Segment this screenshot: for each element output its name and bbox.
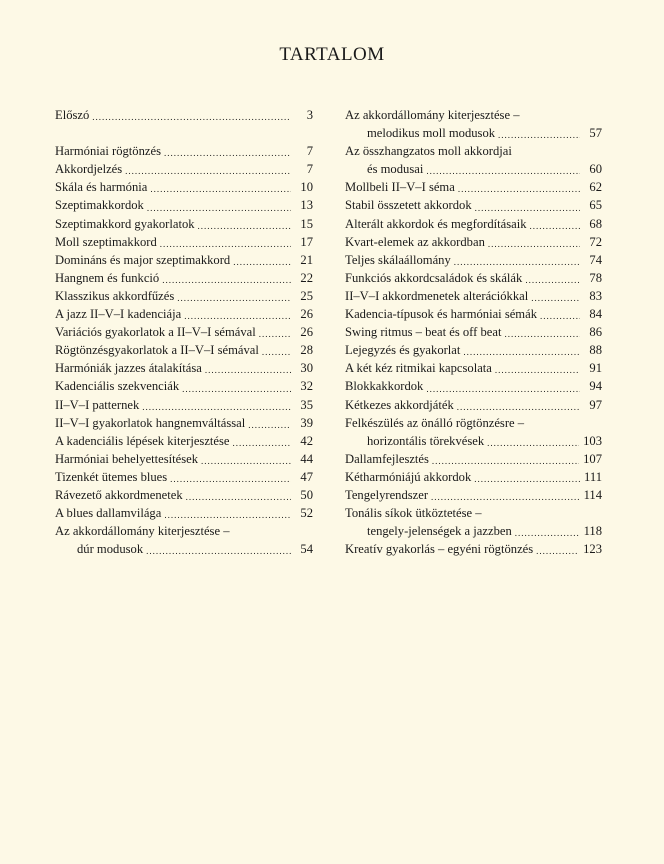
toc-entry[interactable]: [345, 269, 602, 287]
toc-entry[interactable]: [345, 377, 602, 395]
dot-leader: [233, 255, 291, 269]
toc-entry-label: Blokkakkordok: [345, 379, 424, 394]
toc-entry[interactable]: [55, 341, 313, 359]
toc-entry[interactable]: [55, 287, 313, 305]
dot-leader: [432, 454, 579, 468]
page-number: 118: [583, 524, 602, 539]
toc-entry[interactable]: [55, 450, 313, 468]
page-number: 25: [300, 288, 313, 303]
toc-entry[interactable]: [55, 305, 313, 323]
page-number: 21: [300, 252, 313, 267]
dot-leader: [164, 146, 291, 160]
dot-leader: [205, 363, 291, 377]
toc-entry-label: Tengelyrendszer: [345, 487, 429, 502]
page-number: 78: [589, 270, 602, 285]
toc-entry[interactable]: [345, 233, 602, 251]
toc-entry-label: Skála és harmónia: [55, 180, 148, 195]
dot-leader: [540, 309, 580, 323]
dot-leader: [248, 418, 291, 432]
page-number: 88: [589, 343, 602, 358]
page-number: 3: [306, 108, 313, 122]
toc-entry-label: A blues dallamvilága: [55, 506, 162, 521]
dot-leader: [177, 291, 291, 305]
toc-entry[interactable]: [55, 359, 313, 377]
toc-entry[interactable]: [55, 142, 313, 160]
toc-entry[interactable]: [55, 377, 313, 395]
toc-entry-label: A két kéz ritmikai kapcsolata: [345, 361, 492, 376]
dot-leader: [146, 544, 291, 558]
page-number: 26: [300, 307, 313, 322]
page-number: 17: [300, 234, 313, 249]
spacer: [55, 124, 313, 142]
toc-entry[interactable]: [55, 233, 313, 251]
page-number: 13: [300, 198, 313, 213]
page-number: 65: [589, 198, 602, 213]
toc-entry[interactable]: [345, 287, 602, 305]
toc-entry-label: Az akkordállomány kiterjesztése –: [55, 524, 230, 539]
page-number: 28: [300, 343, 313, 358]
toc-entry-continuation: és modusai: [367, 162, 424, 177]
toc-entry-label: Lejegyzés és gyakorlat: [345, 343, 461, 358]
dot-leader: [531, 291, 580, 305]
dot-leader: [475, 201, 580, 215]
toc-entry[interactable]: [55, 540, 313, 558]
dot-leader: [164, 508, 291, 522]
toc-entry-label: Rögtönzésgyakorlatok a II–V–I sémával: [55, 343, 259, 358]
page-number: 35: [300, 397, 313, 412]
toc-entry-label: Harmóniai behelyettesítések: [55, 451, 199, 466]
page-number: 60: [589, 162, 602, 177]
page-number: 83: [589, 288, 602, 303]
toc-entry-label: Tizenkét ütemes blues: [55, 469, 168, 484]
page-number: 52: [300, 506, 313, 521]
toc-entry[interactable]: [55, 269, 313, 287]
toc-entry-label: Az akkordállomány kiterjesztése –: [345, 108, 520, 122]
page-title: TARTALOM: [279, 44, 385, 65]
toc-entry-label: Dallamfejlesztés: [345, 451, 429, 466]
dot-leader: [454, 255, 580, 269]
toc-right-column: [345, 106, 602, 558]
toc-entry[interactable]: [55, 323, 313, 341]
page-number: 15: [300, 216, 313, 231]
dot-leader: [525, 273, 580, 287]
toc-entry[interactable]: [55, 504, 313, 522]
toc-entry-continuation: horizontális törekvések: [367, 433, 485, 448]
toc-entry-label: Kvart-elemek az akkordban: [345, 234, 485, 249]
toc-entry-label: Kétkezes akkordjáték: [345, 397, 454, 412]
toc-entry[interactable]: [345, 432, 602, 450]
toc-entry[interactable]: [345, 450, 602, 468]
toc-entry[interactable]: [55, 468, 313, 486]
page-number: 10: [300, 180, 313, 195]
toc-entry[interactable]: [55, 396, 313, 414]
toc-entry[interactable]: [345, 522, 602, 540]
toc-entry-label: Kreatív gyakorlás – egyéni rögtönzés: [345, 542, 534, 557]
dot-leader: [504, 327, 580, 341]
dot-leader: [259, 327, 291, 341]
toc-entry[interactable]: [345, 305, 602, 323]
toc-entry-label: Szeptimakkord gyakorlatok: [55, 216, 195, 231]
toc-entry-label: Teljes skálaállomány: [345, 252, 451, 267]
dot-leader: [147, 201, 291, 215]
toc-entry-label: Swing ritmus – beat és off beat: [345, 325, 502, 340]
dot-leader: [457, 400, 580, 414]
dot-leader: [198, 219, 291, 233]
page-number: 94: [589, 379, 602, 394]
dot-leader: [495, 363, 580, 377]
dot-leader: [515, 526, 580, 540]
toc-entry[interactable]: [345, 178, 602, 196]
toc-entry[interactable]: [55, 196, 313, 214]
dot-leader: [162, 273, 291, 287]
page-number: 111: [584, 469, 602, 484]
dot-leader: [201, 454, 291, 468]
page-number: 39: [300, 415, 313, 430]
page-number: 107: [583, 451, 602, 466]
page-number: 7: [306, 144, 313, 159]
toc-entry[interactable]: [55, 215, 313, 233]
toc-left-column: [55, 106, 313, 558]
page-number: 50: [300, 487, 313, 502]
toc-entry-label: Stabil összetett akkordok: [345, 198, 472, 213]
toc-entry-label: Klasszikus akkordfűzés: [55, 288, 175, 303]
toc-entry-label: Előszó: [55, 108, 90, 122]
toc-entry[interactable]: [55, 106, 313, 124]
dot-leader: [474, 472, 580, 486]
toc-entry[interactable]: [55, 160, 313, 178]
toc-entry-label: Hangnem és funkció: [55, 270, 160, 285]
page-number: 86: [589, 325, 602, 340]
toc-entry-label: Kétharmóniájú akkordok: [345, 469, 472, 484]
toc-entry-label: Mollbeli II–V–I séma: [345, 180, 455, 195]
dot-leader: [498, 128, 580, 142]
page-number: 84: [589, 307, 602, 322]
page-number: 42: [300, 433, 313, 448]
toc-entry[interactable]: [345, 215, 602, 233]
toc-entry[interactable]: [345, 396, 602, 414]
toc-entry[interactable]: [55, 486, 313, 504]
toc-entry[interactable]: [55, 414, 313, 432]
dot-leader: [184, 309, 291, 323]
dot-leader: [487, 436, 579, 450]
page-number: 47: [300, 469, 313, 484]
page-number: 103: [583, 433, 602, 448]
dot-leader: [488, 237, 580, 251]
toc-entry-label: Funkciós akkordcsaládok és skálák: [345, 270, 523, 285]
toc-entry-label: Moll szeptimakkord: [55, 234, 157, 249]
toc-entry[interactable]: [345, 359, 602, 377]
page-number: 30: [300, 361, 313, 376]
toc-entry-label: Szeptimakkordok: [55, 198, 144, 213]
toc-entry[interactable]: [345, 160, 602, 178]
dot-leader: [160, 237, 291, 251]
toc-entry-label: Harmóniák jazzes átalakítása: [55, 361, 202, 376]
dot-leader: [426, 382, 580, 396]
page-number: 22: [300, 270, 313, 285]
toc-entry[interactable]: [345, 323, 602, 341]
dot-leader: [426, 164, 580, 178]
toc-entry[interactable]: [345, 468, 602, 486]
dot-leader: [170, 472, 291, 486]
dot-leader: [92, 110, 291, 124]
toc-entry-label: Tonális síkok ütköztetése –: [345, 506, 482, 521]
dot-leader: [463, 345, 580, 359]
toc-entry[interactable]: [55, 432, 313, 450]
page-number: 57: [589, 126, 602, 141]
toc-entry-label: II–V–I patternek: [55, 397, 140, 412]
dot-leader: [233, 436, 292, 450]
toc-entry[interactable]: [55, 251, 313, 269]
page-number: 72: [589, 234, 602, 249]
page-number: 91: [589, 361, 602, 376]
toc-entry-label: A jazz II–V–I kadenciája: [55, 307, 182, 322]
toc-entry-continuation: dúr modusok: [77, 542, 144, 557]
dot-leader: [125, 164, 291, 178]
dot-leader: [186, 490, 291, 504]
toc-entry-label: Domináns és major szeptimakkord: [55, 252, 231, 267]
toc-entry[interactable]: [345, 251, 602, 269]
toc-entry-label: II–V–I gyakorlatok hangnemváltással: [55, 415, 246, 430]
toc-entry[interactable]: [345, 486, 602, 504]
dot-leader: [150, 182, 291, 196]
toc-entry-label: Harmóniai rögtönzés: [55, 144, 161, 159]
page-number: 44: [300, 451, 313, 466]
toc-entry-label: Az összhangzatos moll akkordjai: [345, 144, 512, 159]
toc-entry-label: II–V–I akkordmenetek alterációkkal: [345, 288, 529, 303]
page-number: 114: [583, 487, 602, 502]
toc-entry-label: A kadenciális lépések kiterjesztése: [55, 433, 230, 448]
page-number: 54: [300, 542, 313, 557]
toc-entry-continuation: melodikus moll modusok: [367, 126, 496, 141]
toc-entry-label: Akkordjelzés: [55, 162, 123, 177]
dot-leader: [536, 544, 579, 558]
page-number: 74: [589, 252, 602, 267]
page-number: 7: [306, 162, 313, 177]
dot-leader: [530, 219, 580, 233]
toc-entry-label: Kadenciális szekvenciák: [55, 379, 180, 394]
page-number: 123: [583, 542, 602, 557]
page-number: 68: [589, 216, 602, 231]
dot-leader: [182, 382, 291, 396]
page-number: 62: [589, 180, 602, 195]
toc-entry-label: Rávezető akkordmenetek: [55, 487, 183, 502]
toc-entry-label: Kadencia-típusok és harmóniai sémák: [345, 307, 537, 322]
toc-entry[interactable]: [345, 124, 602, 142]
toc-entry[interactable]: [55, 178, 313, 196]
toc-entry-label: Felkészülés az önálló rögtönzésre –: [345, 415, 525, 430]
page-number: 97: [589, 397, 602, 412]
toc-entry[interactable]: [345, 196, 602, 214]
dot-leader: [431, 490, 580, 504]
dot-leader: [262, 345, 291, 359]
dot-leader: [142, 400, 291, 414]
page-number: 26: [300, 325, 313, 340]
toc-entry-continuation: tengely-jelenségek a jazzben: [367, 524, 512, 539]
toc-entry[interactable]: [345, 540, 602, 558]
page-number: 32: [300, 379, 313, 394]
toc-entry-label: Alterált akkordok és megfordításaik: [345, 216, 527, 231]
dot-leader: [458, 182, 580, 196]
toc-entry[interactable]: [345, 341, 602, 359]
toc-entry-label: Variációs gyakorlatok a II–V–I sémával: [55, 325, 256, 340]
